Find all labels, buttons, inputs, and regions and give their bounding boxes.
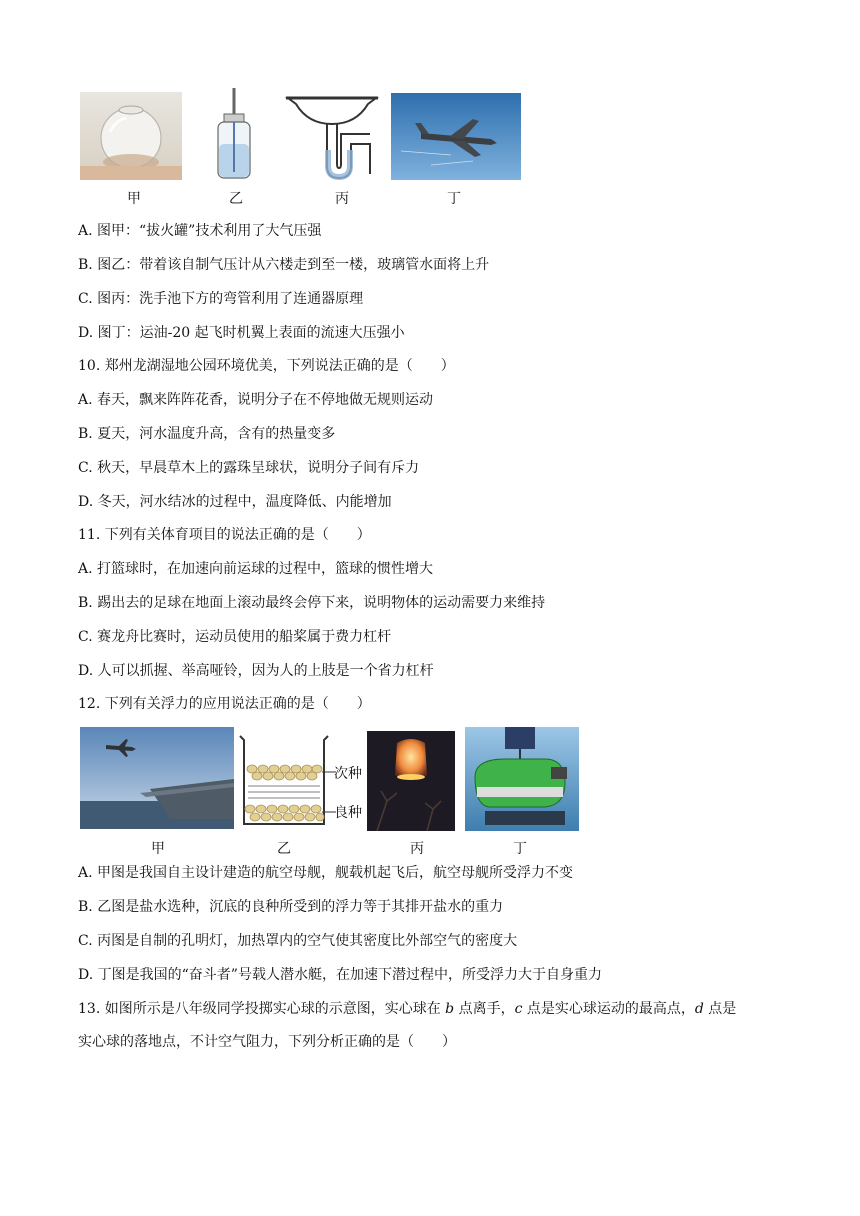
figure-label-yi: 乙 xyxy=(229,191,243,207)
seed-label-inferior: 次种 xyxy=(334,766,362,782)
q13-text-part4: 点是 xyxy=(703,1001,737,1017)
figure-label-ding: 丁 xyxy=(447,191,461,207)
q13-var-b: b xyxy=(445,1001,455,1017)
q12-option-b: B. 乙图是盐水选种，沉底的良种所受到的浮力等于其排开盐水的重力 xyxy=(78,899,504,915)
q10-option-c: C. 秋天，早晨草木上的露珠呈球状，说明分子间有斥力 xyxy=(78,460,420,476)
q10-option-b: B. 夏天，河水温度升高，含有的热量变多 xyxy=(78,426,336,442)
cupping-glass-icon xyxy=(80,92,182,180)
q13-text-part1: 13. 如图所示是八年级同学投掷实心球的示意图，实心球在 xyxy=(78,1001,446,1017)
barometer-bottle-icon xyxy=(210,86,260,182)
q13-var-d: d xyxy=(694,1001,704,1017)
aircraft-icon xyxy=(391,93,521,180)
sky-lantern-icon xyxy=(367,731,455,831)
q9-option-c: C. 图丙：洗手池下方的弯管利用了连通器原理 xyxy=(78,291,364,307)
figure-jia-cupping-glass xyxy=(80,92,182,180)
q12-option-c: C. 丙图是自制的孔明灯，加热罩内的空气使其密度比外部空气的密度大 xyxy=(78,933,518,949)
q12-figure-label-jia: 甲 xyxy=(151,841,165,857)
q11-stem: 11. 下列有关体育项目的说法正确的是（ ） xyxy=(78,527,371,543)
seed-label-good: 良种 xyxy=(334,805,362,821)
figure-bing-sky-lantern xyxy=(367,731,455,831)
q12-figure-label-yi: 乙 xyxy=(277,841,291,857)
q12-option-d: D. 丁图是我国的“奋斗者”号载人潜水艇，在加速下潜过程中，所受浮力大于自身重力 xyxy=(78,967,602,983)
q13-stem-line2: 实心球的落地点，不计空气阻力，下列分析正确的是（ ） xyxy=(78,1034,456,1050)
q9-option-b: B. 图乙：带着该自制气压计从六楼走到至一楼，玻璃管水面将上升 xyxy=(78,257,490,273)
q13-stem-line1 xyxy=(78,999,736,1019)
q13-text-part2: 点离手， xyxy=(454,1001,515,1017)
q10-option-a: A. 春天，飘来阵阵花香，说明分子在不停地做无规则运动 xyxy=(78,392,434,408)
figure-ding-aircraft xyxy=(391,93,521,180)
aircraft-carrier-icon xyxy=(80,727,234,829)
q11-option-a: A. 打篮球时，在加速向前运球的过程中，篮球的惯性增大 xyxy=(78,561,434,577)
figure-bing-sink-trap xyxy=(284,94,380,182)
q13-text-part3: 点是实心球运动的最高点， xyxy=(522,1001,695,1017)
figure-ding-submersible xyxy=(465,727,579,831)
submersible-icon xyxy=(465,727,579,831)
q13-var-c: c xyxy=(514,1001,523,1017)
figure-yi-barometer xyxy=(210,86,260,182)
q12-figure-label-bing: 丙 xyxy=(410,841,424,857)
sink-trap-icon xyxy=(284,94,380,182)
q9-option-a: A. 图甲：“拔火罐”技术利用了大气压强 xyxy=(78,223,322,239)
q9-option-d: D. 图丁：运油-20 起飞时机翼上表面的流速大压强小 xyxy=(78,325,405,341)
q10-option-d: D. 冬天，河水结冰的过程中，温度降低、内能增加 xyxy=(78,494,392,510)
q11-option-c: C. 赛龙舟比赛时，运动员使用的船桨属于费力杠杆 xyxy=(78,629,392,645)
figure-jia-aircraft-carrier xyxy=(80,727,234,829)
q11-option-b: B. 踢出去的足球在地面上滚动最终会停下来，说明物体的运动需要力来维持 xyxy=(78,595,546,611)
figure-label-jia: 甲 xyxy=(127,191,141,207)
q12-figure-label-ding: 丁 xyxy=(513,841,527,857)
figure-label-bing: 丙 xyxy=(335,191,349,207)
q11-option-d: D. 人可以抓握、举高哑铃，因为人的上肢是一个省力杠杆 xyxy=(78,663,434,679)
q12-stem: 12. 下列有关浮力的应用说法正确的是（ ） xyxy=(78,696,371,712)
q12-option-a: A. 甲图是我国自主设计建造的航空母舰，舰载机起飞后，航空母舰所受浮力不变 xyxy=(78,865,574,881)
q10-stem: 10. 郑州龙湖湿地公园环境优美，下列说法正确的是（ ） xyxy=(78,358,455,374)
